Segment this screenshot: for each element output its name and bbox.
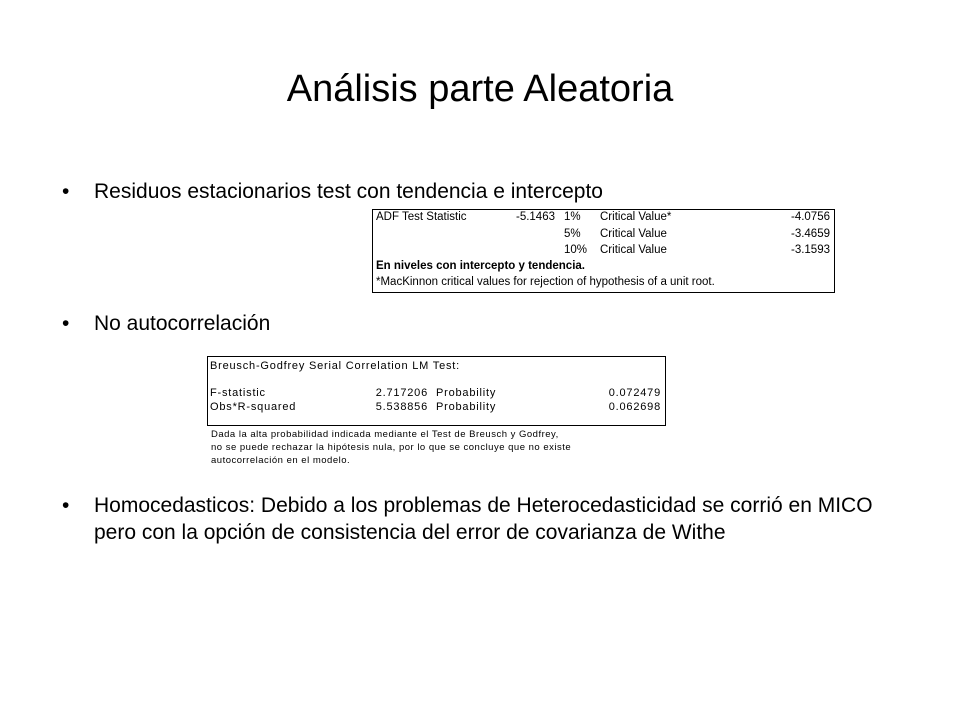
lm-prob-label: Probability [436, 401, 497, 413]
lm-label: Obs*R-squared [210, 401, 297, 413]
table-row [208, 360, 665, 373]
bullet-marker: • [62, 312, 70, 335]
table-row [208, 401, 665, 414]
lm-conclusion [211, 428, 671, 467]
lm-prob-label: Probability [436, 387, 497, 399]
critical-value: -3.4659 [790, 228, 830, 240]
lm-prob: 0.062698 [608, 401, 661, 413]
bullet-residuals [62, 178, 882, 205]
bullet-text: Homocedasticos: Debido a los problemas de Heterocedasticidad se corrió en MICO pero con la opción de consistencia del error de covarianza de Withe [94, 494, 873, 544]
lm-label: F-statistic [210, 387, 266, 399]
critical-value: -4.0756 [790, 211, 830, 223]
significance-level: 1% [564, 211, 581, 223]
lm-value: 5.538856 [375, 401, 428, 413]
adf-note: En niveles con intercepto y tendencia. [376, 260, 585, 272]
slide-title: Análisis parte Aleatoria [286, 68, 674, 110]
bullet-marker: • [62, 494, 70, 517]
lm-value: 2.717206 [375, 387, 428, 399]
note-line: autocorrelación en el modelo. [211, 455, 351, 466]
critical-value-label: Critical Value [600, 244, 667, 256]
critical-value-label: Critical Value [600, 228, 667, 240]
adf-statistic: -5.1463 [515, 211, 555, 223]
table-row [373, 244, 834, 258]
adf-test-table [372, 209, 835, 293]
bullet-text: No autocorrelación [94, 312, 271, 335]
bullet-marker: • [62, 180, 70, 203]
significance-level: 5% [564, 228, 581, 240]
note-line: no se puede rechazar la hipótesis nula, por lo que se concluye que no existe [211, 442, 572, 453]
adf-footnote: *MacKinnon critical values for rejection of hypothesis of a unit root. [376, 276, 715, 288]
adf-label: ADF Test Statistic [376, 211, 467, 223]
bullet-homoscedasticity [62, 492, 902, 546]
note-line: Dada la alta probabilidad indicada mediante el Test de Breusch y Godfrey, [211, 429, 559, 440]
lm-header: Breusch-Godfrey Serial Correlation LM Test: [210, 360, 461, 372]
critical-value-label: Critical Value* [600, 211, 672, 223]
bullet-text: Residuos estacionarios test con tendencia e intercepto [94, 180, 603, 203]
table-row [373, 228, 834, 242]
lm-prob: 0.072479 [608, 387, 661, 399]
significance-level: 10% [564, 244, 588, 256]
lm-test-table [207, 356, 666, 426]
table-row [373, 276, 834, 290]
table-row [373, 211, 834, 225]
table-row [208, 387, 665, 400]
table-row [373, 260, 834, 274]
critical-value: -3.1593 [790, 244, 830, 256]
bullet-autocorrelation [62, 310, 882, 337]
